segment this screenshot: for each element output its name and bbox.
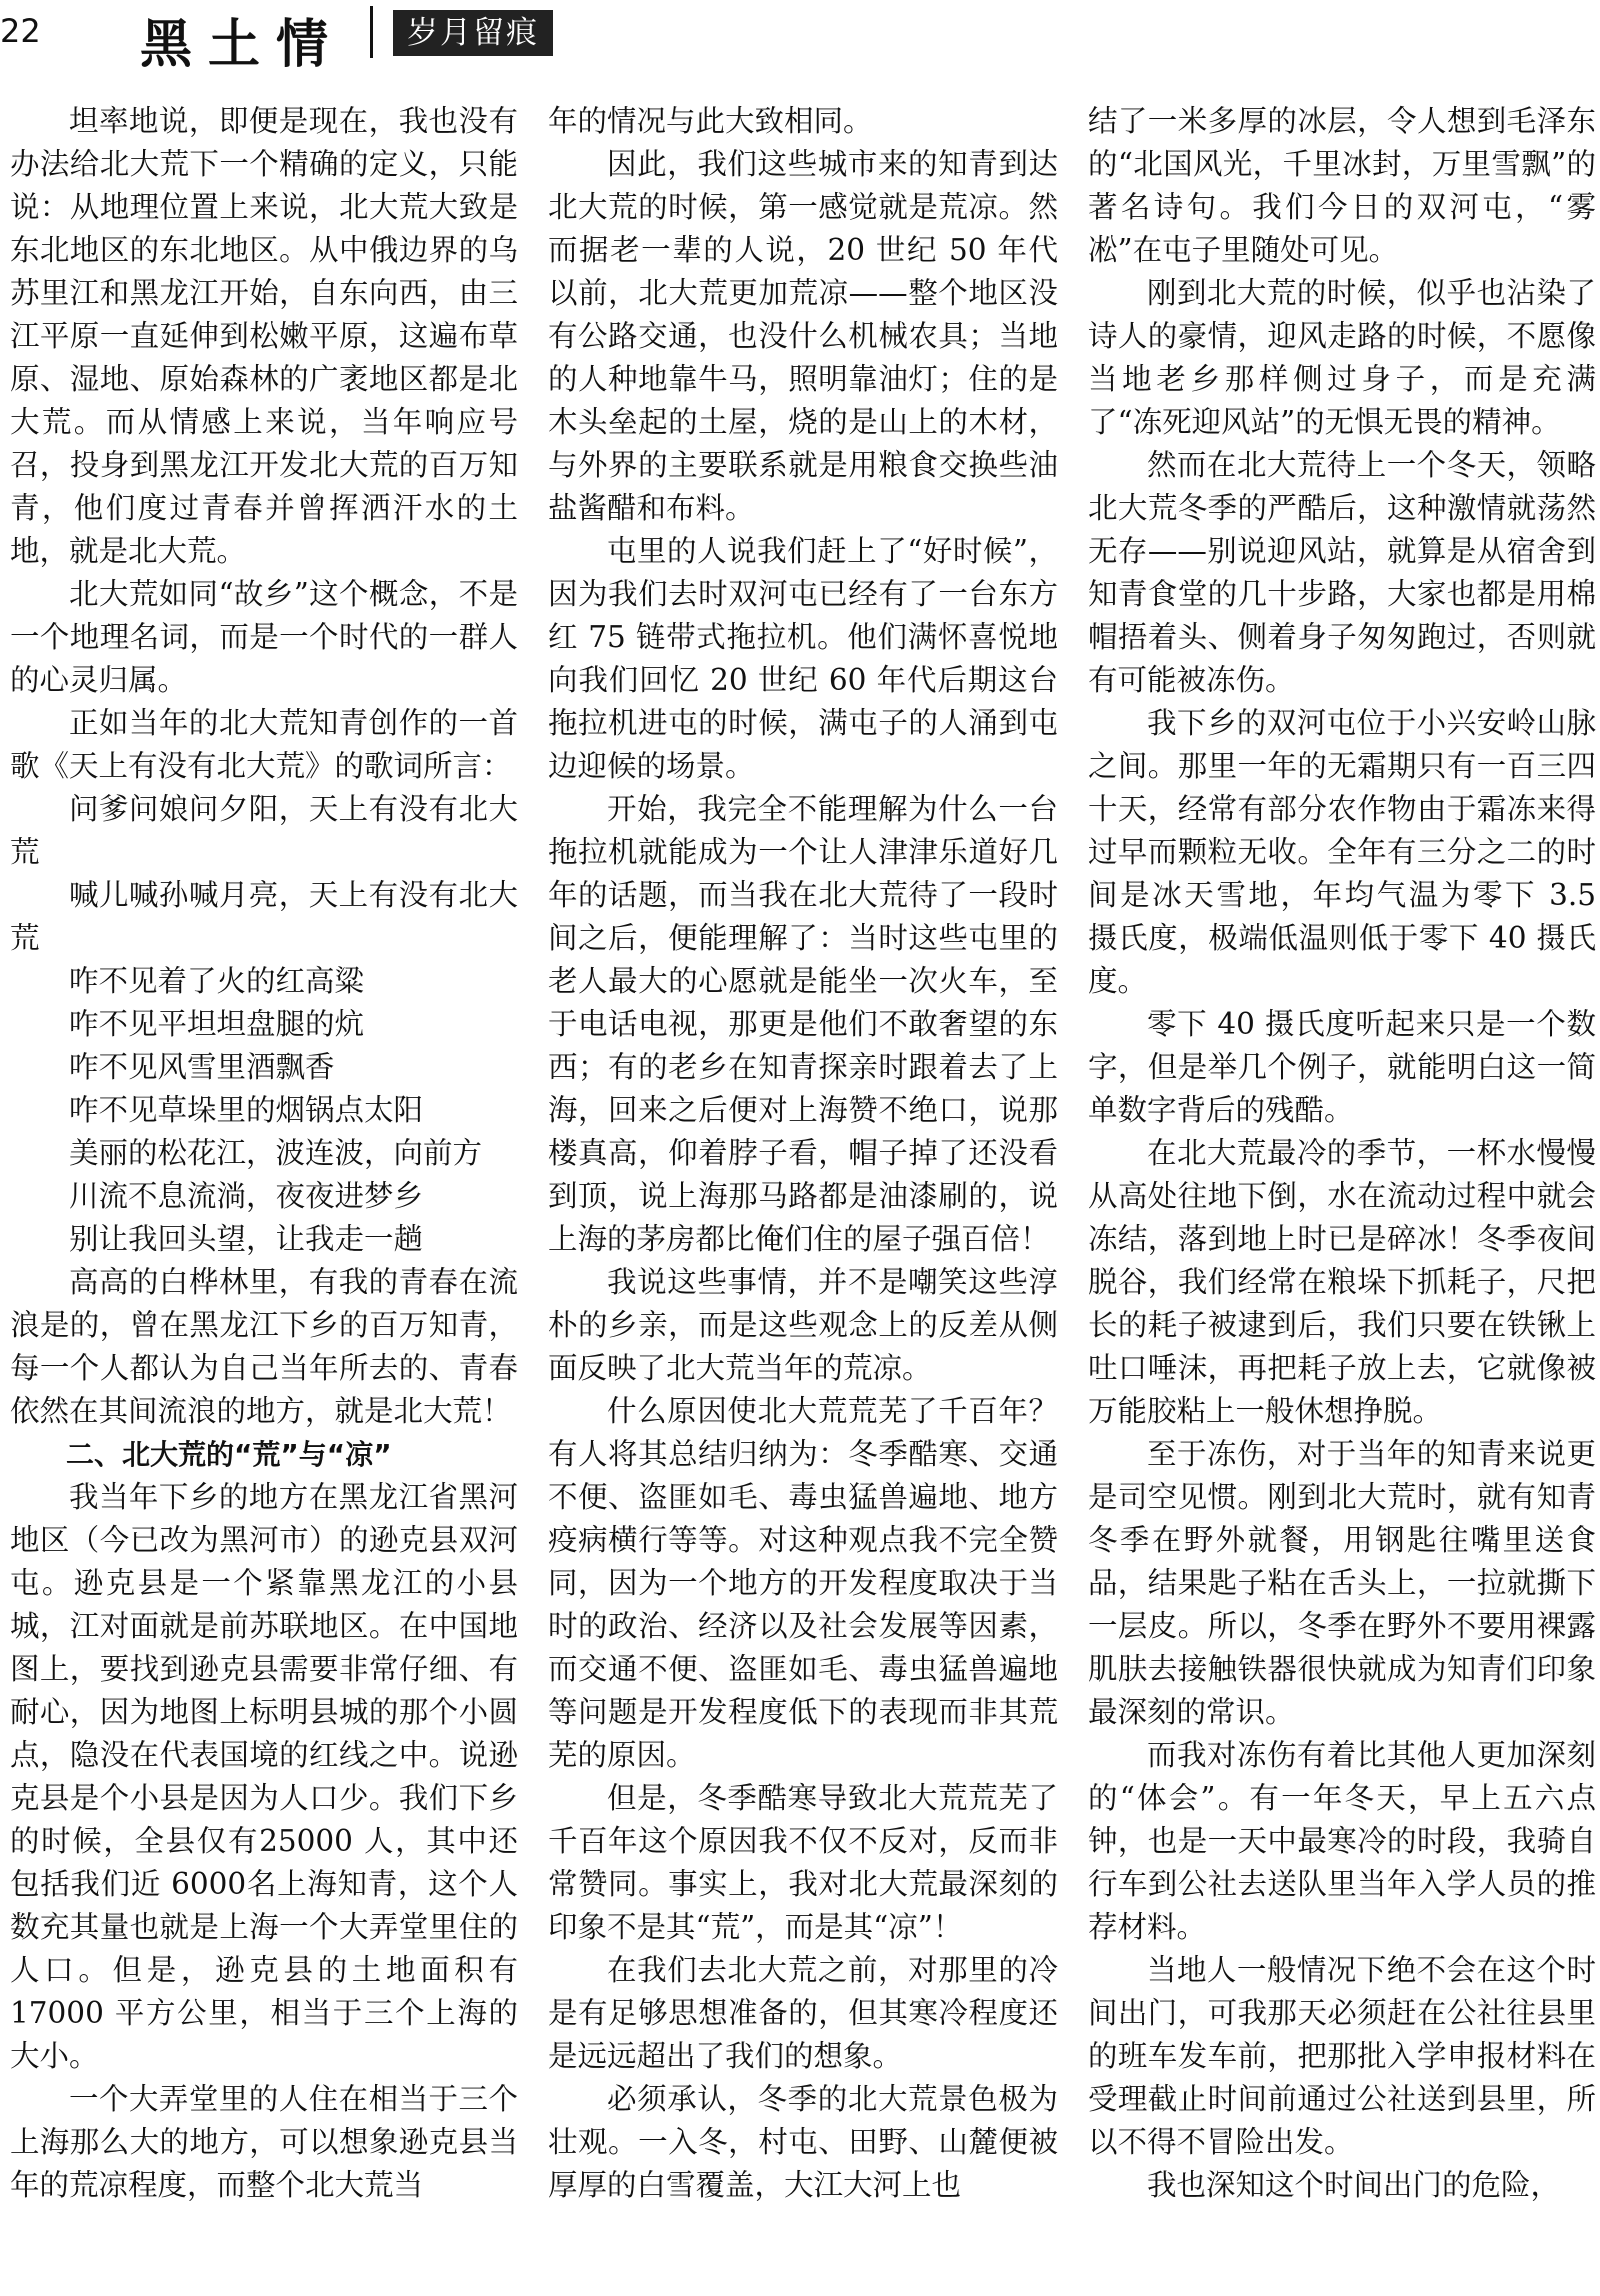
- paragraph: 屯里的人说我们赶上了“好时候”，因为我们去时双河屯已经有了一台东方红 75 链带式拖拉机。他们满怀喜悦地向我们回忆 20 世纪 60 年代后期这台拖拉机进屯的时候，满屯子的人涌到屯边迎候的场景。: [548, 534, 1058, 783]
- paragraph: 北大荒如同“故乡”这个概念，不是一个地理名词，而是一个时代的一群人的心灵归属。: [10, 577, 518, 697]
- paragraph: 美丽的松花江，波连波，向前方: [69, 1136, 483, 1170]
- paragraph: 喊儿喊孙喊月亮，天上有没有北大荒: [10, 878, 518, 955]
- paragraph: 咋不见平坦坦盘腿的炕: [69, 1007, 365, 1041]
- paragraph: 但是，冬季酷寒导致北大荒荒芜了千百年这个原因我不仅不反对，反而非常赞同。事实上，我对北大荒最深刻的印象不是其“荒”，而是其“凉”！: [548, 1781, 1058, 1944]
- text-column-1: [10, 100, 518, 2296]
- paragraph: 我说这些事情，并不是嘲笑这些淳朴的乡亲，而是这些观念上的反差从侧面反映了北大荒当年的荒凉。: [548, 1265, 1058, 1385]
- paragraph: 别让我回头望，让我走一趟: [69, 1222, 424, 1256]
- paragraph: 然而在北大荒待上一个冬天，领略北大荒冬季的严酷后，这种激情就荡然无存——别说迎风站，就算是从宿舍到知青食堂的几十步路，大家也都是用棉帽捂着头、侧着身子匆匆跑过，否则就有可能被冻伤。: [1088, 448, 1596, 697]
- section-tag: 岁月留痕: [393, 10, 553, 56]
- paragraph: 一个大弄堂里的人住在相当于三个上海那么大的地方，可以想象逊克县当年的荒凉程度，而整个北大荒当: [10, 2082, 518, 2202]
- paragraph: 咋不见草垛里的烟锅点太阳: [69, 1093, 424, 1127]
- paragraph: 高高的白桦林里，有我的青春在流浪是的，曾在黑龙江下乡的百万知青，每一个人都认为自己当年所去的、青春依然在其间流浪的地方，就是北大荒！: [10, 1265, 518, 1428]
- paragraph: 我下乡的双河屯位于小兴安岭山脉之间。那里一年的无霜期只有一百三四十天，经常有部分农作物由于霜冻来得过早而颗粒无收。全年有三分之二的时间是冰天雪地，年均气温为零下 3.5 摄氏度，极端低温则低于零下 40 摄氏度。: [1088, 706, 1596, 998]
- paragraph: 川流不息流淌，夜夜进梦乡: [69, 1179, 424, 1213]
- paragraph: 年的情况与此大致相同。: [548, 104, 873, 138]
- paragraph: 零下 40 摄氏度听起来只是一个数字，但是举几个例子，就能明白这一简单数字背后的残酷。: [1088, 1007, 1596, 1127]
- paragraph: 什么原因使北大荒荒芜了千百年？有人将其总结归纳为：冬季酷寒、交通不便、盗匪如毛、毒虫猛兽遍地、地方疫病横行等等。对这种观点我不完全赞同，因为一个地方的开发程度取决于当时的政治、经济以及社会发展等因素，而交通不便、盗匪如毛、毒虫猛兽遍地等问题是开发程度低下的表现而非其荒芜的原因。: [548, 1394, 1058, 1772]
- paragraph: 至于冻伤，对于当年的知青来说更是司空见惯。刚到北大荒时，就有知青冬季在野外就餐，用钢匙往嘴里送食品，结果匙子粘在舌头上，一拉就撕下一层皮。所以，冬季在野外不要用裸露肌肤去接触铁器很快就成为知青们印象最深刻的常识。: [1088, 1437, 1596, 1729]
- page-number: 22: [0, 12, 41, 50]
- paragraph: 我当年下乡的地方在黑龙江省黑河地区（今已改为黑河市）的逊克县双河屯。逊克县是一个紧靠黑龙江的小县城，江对面就是前苏联地区。在中国地图上，要找到逊克县需要非常仔细、有耐心，因为地图上标明县城的那个小圆点，隐没在代表国境的红线之中。说逊克县是个小县是因为人口少。我们下乡的时候，全县仅有25000 人，其中还包括我们近 6000名上海知青，这个人数充其量也就是上海一个大弄堂里住的人口。但是，逊克县的土地面积有 17000 平方公里，相当于三个上海的大小。: [10, 1480, 518, 2073]
- paragraph: 刚到北大荒的时候，似乎也沾染了诗人的豪情，迎风走路的时候，不愿像当地老乡那样侧过身子，而是充满了“冻死迎风站”的无惧无畏的精神。: [1088, 276, 1596, 439]
- section-subheading: 二、北大荒的“荒”与“凉”: [66, 1438, 392, 1471]
- paragraph: 坦率地说，即便是现在，我也没有办法给北大荒下一个精确的定义，只能说：从地理位置上来说，北大荒大致是东北地区的东北地区。从中俄边界的乌苏里江和黑龙江开始，自东向西，由三江平原一直延伸到松嫩平原，这遍布草原、湿地、原始森林的广袤地区都是北大荒。而从情感上来说，当年响应号召，投身到黑龙江开发北大荒的百万知青，他们度过青春并曾挥洒汗水的土地，就是北大荒。: [10, 104, 518, 568]
- paragraph: 咋不见风雪里酒飘香: [69, 1050, 335, 1084]
- paragraph: 必须承认，冬季的北大荒景色极为壮观。一入冬，村屯、田野、山麓便被厚厚的白雪覆盖，大江大河上也: [548, 2082, 1058, 2202]
- paragraph: 我也深知这个时间出门的危险，: [1147, 2168, 1561, 2202]
- paragraph: 问爹问娘问夕阳，天上有没有北大荒: [10, 792, 518, 869]
- paragraph: 而我对冻伤有着比其他人更加深刻的“体会”。有一年冬天，早上五六点钟，也是一天中最寒冷的时段，我骑自行车到公社去送队里当年入学人员的推荐材料。: [1088, 1738, 1596, 1944]
- paragraph: 开始，我完全不能理解为什么一台拖拉机就能成为一个让人津津乐道好几年的话题，而当我在北大荒待了一段时间之后，便能理解了：当时这些屯里的老人最大的心愿就是能坐一次火车，至于电话电视，那更是他们不敢奢望的东西；有的老乡在知青探亲时跟着去了上海，回来之后便对上海赞不绝口，说那楼真高，仰着脖子看，帽子掉了还没看到顶，说上海那马路都是油漆刷的，说上海的茅房都比俺们住的屋子强百倍！: [548, 792, 1058, 1256]
- paragraph: 在北大荒最冷的季节，一杯水慢慢从高处往地下倒，水在流动过程中就会冻结，落到地上时已是碎冰！冬季夜间脱谷，我们经常在粮垛下抓耗子，尺把长的耗子被逮到后，我们只要在铁锹上吐口唾沫，再把耗子放上去，它就像被万能胶粘上一般休想挣脱。: [1088, 1136, 1596, 1428]
- text-column-2: [548, 100, 1058, 2296]
- paragraph: 因此，我们这些城市来的知青到达北大荒的时候，第一感觉就是荒凉。然而据老一辈的人说，20 世纪 50 年代以前，北大荒更加荒凉——整个地区没有公路交通，也没什么机械农具；当地的人种地靠牛马，照明靠油灯；住的是木头垒起的土屋，烧的是山上的木材，与外界的主要联系就是用粮食交换些油盐酱醋和布料。: [548, 147, 1058, 525]
- text-column-3: [1088, 100, 1596, 2296]
- paragraph: 当地人一般情况下绝不会在这个时间出门，可我那天必须赶在公社往县里的班车发车前，把那批入学申报材料在受理截止时间前通过公社送到县里，所以不得不冒险出发。: [1088, 1953, 1596, 2159]
- paragraph: 咋不见着了火的红高粱: [69, 964, 365, 998]
- masthead-logo: 黑土情: [140, 14, 345, 75]
- paragraph: 结了一米多厚的冰层，令人想到毛泽东的“北国风光，千里冰封，万里雪飘”的著名诗句。我们今日的双河屯，“雾凇”在屯子里随处可见。: [1088, 104, 1596, 267]
- paragraph: 正如当年的北大荒知青创作的一首歌《天上有没有北大荒》的歌词所言：: [10, 706, 518, 783]
- paragraph: 在我们去北大荒之前，对那里的冷是有足够思想准备的，但其寒冷程度还是远远超出了我们的想象。: [548, 1953, 1058, 2073]
- page-header: [0, 0, 1600, 75]
- header-divider: [370, 6, 373, 58]
